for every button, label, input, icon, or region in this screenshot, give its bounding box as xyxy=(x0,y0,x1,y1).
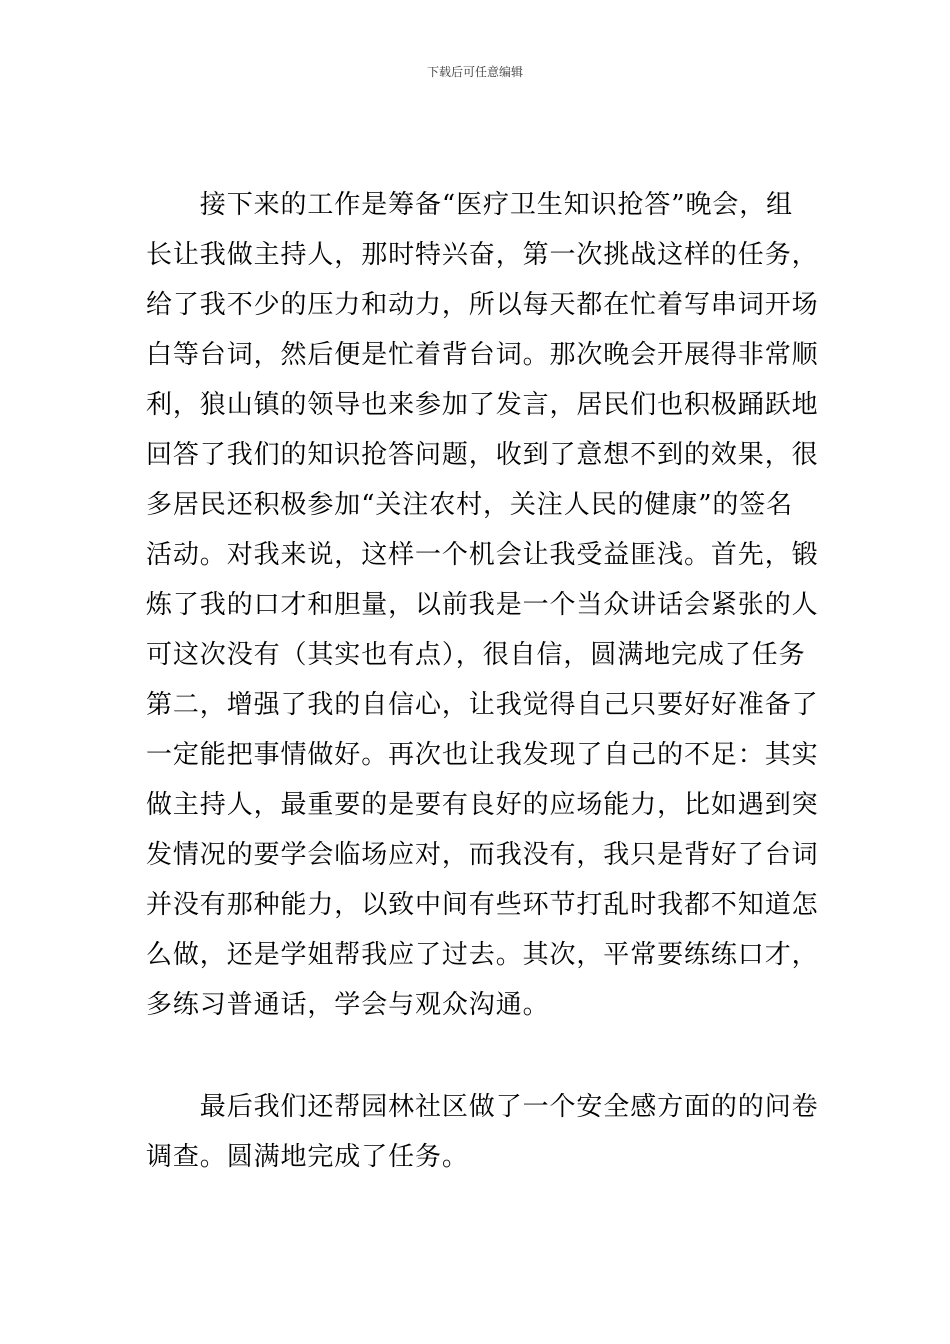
text-line: 多练习普通话，学会与观众沟通。 xyxy=(146,990,550,1020)
paragraph-1 xyxy=(146,180,819,1030)
text-line: 炼了我的口才和胆量，以前我是一个当众讲话会紧张的人 xyxy=(146,590,819,620)
text-line: 最后我们还帮园林社区做了一个安全感方面的的问卷 xyxy=(146,1092,819,1122)
page-header: 下载后可任意编辑 xyxy=(426,65,523,79)
text-line: 一定能把事情做好。再次也让我发现了自己的不足：其实 xyxy=(146,740,819,770)
text-line: 利，狼山镇的领导也来参加了发言，居民们也积极踊跃地 xyxy=(146,390,819,420)
text-line: 第二，增强了我的自信心，让我觉得自己只要好好准备了 xyxy=(146,690,819,720)
text-line: 接下来的工作是筹备“医疗卫生知识抢答”晚会，组 xyxy=(146,190,794,220)
document-body xyxy=(146,180,819,1182)
text-line: 回答了我们的知识抢答问题，收到了意想不到的效果，很 xyxy=(146,440,819,470)
text-line: 长让我做主持人，那时特兴奋，第一次挑战这样的任务， xyxy=(146,240,819,270)
text-line: 多居民还积极参加“关注农村，关注人民的健康”的签名 xyxy=(146,490,794,520)
paragraph-2 xyxy=(146,1082,819,1182)
text-line: 发情况的要学会临场应对，而我没有，我只是背好了台词 xyxy=(146,840,819,870)
text-line: 白等台词，然后便是忙着背台词。那次晚会开展得非常顺 xyxy=(146,340,819,370)
text-line: 么做，还是学姐帮我应了过去。其次，平常要练练口才， xyxy=(146,940,819,970)
text-line: 调查。圆满地完成了任务。 xyxy=(146,1142,469,1172)
text-line: 给了我不少的压力和动力，所以每天都在忙着写串词开场 xyxy=(146,290,819,320)
paragraph-spacer xyxy=(146,1030,806,1082)
text-line: 做主持人，最重要的是要有良好的应场能力，比如遇到突 xyxy=(146,790,819,820)
text-line: 活动。对我来说，这样一个机会让我受益匪浅。首先，锻 xyxy=(146,540,819,570)
text-line: 并没有那种能力，以致中间有些环节打乱时我都不知道怎 xyxy=(146,890,819,920)
text-line: 可这次没有（其实也有点），很自信，圆满地完成了任务 xyxy=(146,640,806,670)
